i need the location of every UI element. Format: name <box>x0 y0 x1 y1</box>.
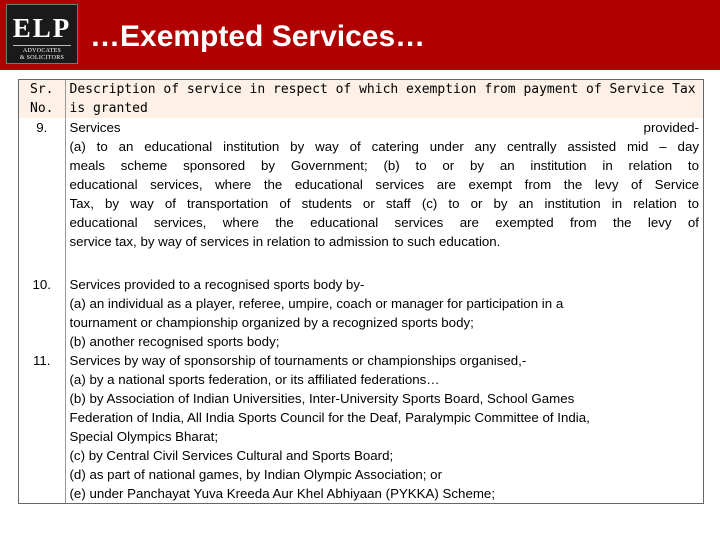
description-line: Tax, by way of transportation of students or staff (c) to or by an institution in relation to <box>69 196 699 211</box>
table-row <box>19 351 703 503</box>
logo-divider <box>13 45 71 46</box>
description-line: meals scheme sponsored by Government; (b) to or by an institution in relation to <box>69 158 699 173</box>
exemption-table-container <box>18 79 704 504</box>
description-line: Services provided- <box>69 120 699 135</box>
header-sr-line-2: No. <box>30 101 54 116</box>
description-line: Services by way of sponsorship of tournaments or championships organised,- <box>69 353 527 368</box>
description-line: Federation of India, All India Sports Council for the Deaf, Paralympic Committee of India, <box>69 410 590 425</box>
description-line: (b) by Association of Indian Universities, Inter-University Sports Board, School Games <box>69 391 575 406</box>
description-line: (a) to an educational institution by way of catering under any centrally assisted mid – day <box>69 139 699 154</box>
description-line: Services provided to a recognised sports body by- <box>69 277 365 292</box>
header-sr-no <box>19 80 65 118</box>
sr-number: 11. <box>33 353 51 368</box>
row-description <box>65 118 703 275</box>
table-header-row <box>19 80 703 118</box>
description-line: (c) by Central Civil Services Cultural and Sports Board; <box>69 448 394 463</box>
description-line: educational services, where the educational services are exempted from the levy of <box>69 215 699 230</box>
header-desc-line-2: is granted <box>69 101 148 116</box>
description-line: (a) an individual as a player, referee, umpire, coach or manager for participation in a <box>69 296 564 311</box>
header-sr-line-1: Sr. <box>30 82 54 97</box>
logo-mark: ELP <box>12 13 72 43</box>
row-sr-no <box>19 275 65 351</box>
logo-subtitle-line-1: ADVOCATES <box>22 48 62 54</box>
row-sr-no <box>19 118 65 275</box>
row-sr-no <box>19 351 65 503</box>
row-description <box>65 275 703 351</box>
description-line: (b) another recognised sports body; <box>69 334 280 349</box>
table-row <box>19 275 703 351</box>
elp-logo <box>6 4 78 64</box>
description-line: tournament or championship organized by a recognized sports body; <box>69 315 474 330</box>
description-line: (e) under Panchayat Yuva Kreeda Aur Khel Abhiyaan (PYKKA) Scheme; <box>69 486 496 501</box>
sr-number: 9. <box>36 120 48 135</box>
description-line: educational services, where the educational services are exempt from the levy of Service <box>69 177 699 192</box>
description-line: (a) by a national sports federation, or its affiliated federations… <box>69 372 440 387</box>
sr-number: 10. <box>32 277 51 292</box>
description-line: Special Olympics Bharat; <box>69 429 219 444</box>
header-description <box>65 80 703 118</box>
table-row <box>19 118 703 275</box>
description-line: (d) as part of national games, by Indian Olympic Association; or <box>69 467 442 482</box>
description-line: service tax, by way of services in relation to admission to such education. <box>69 234 501 249</box>
title-banner <box>0 0 720 70</box>
header-desc-line-1: Description of service in respect of which exemption from payment of Service Tax <box>69 82 696 97</box>
slide-title: …Exempted Services… <box>90 20 426 53</box>
logo-subtitle-line-2: & SOLICITORS <box>19 55 65 61</box>
exemption-table <box>19 80 703 503</box>
row-description <box>65 351 703 503</box>
